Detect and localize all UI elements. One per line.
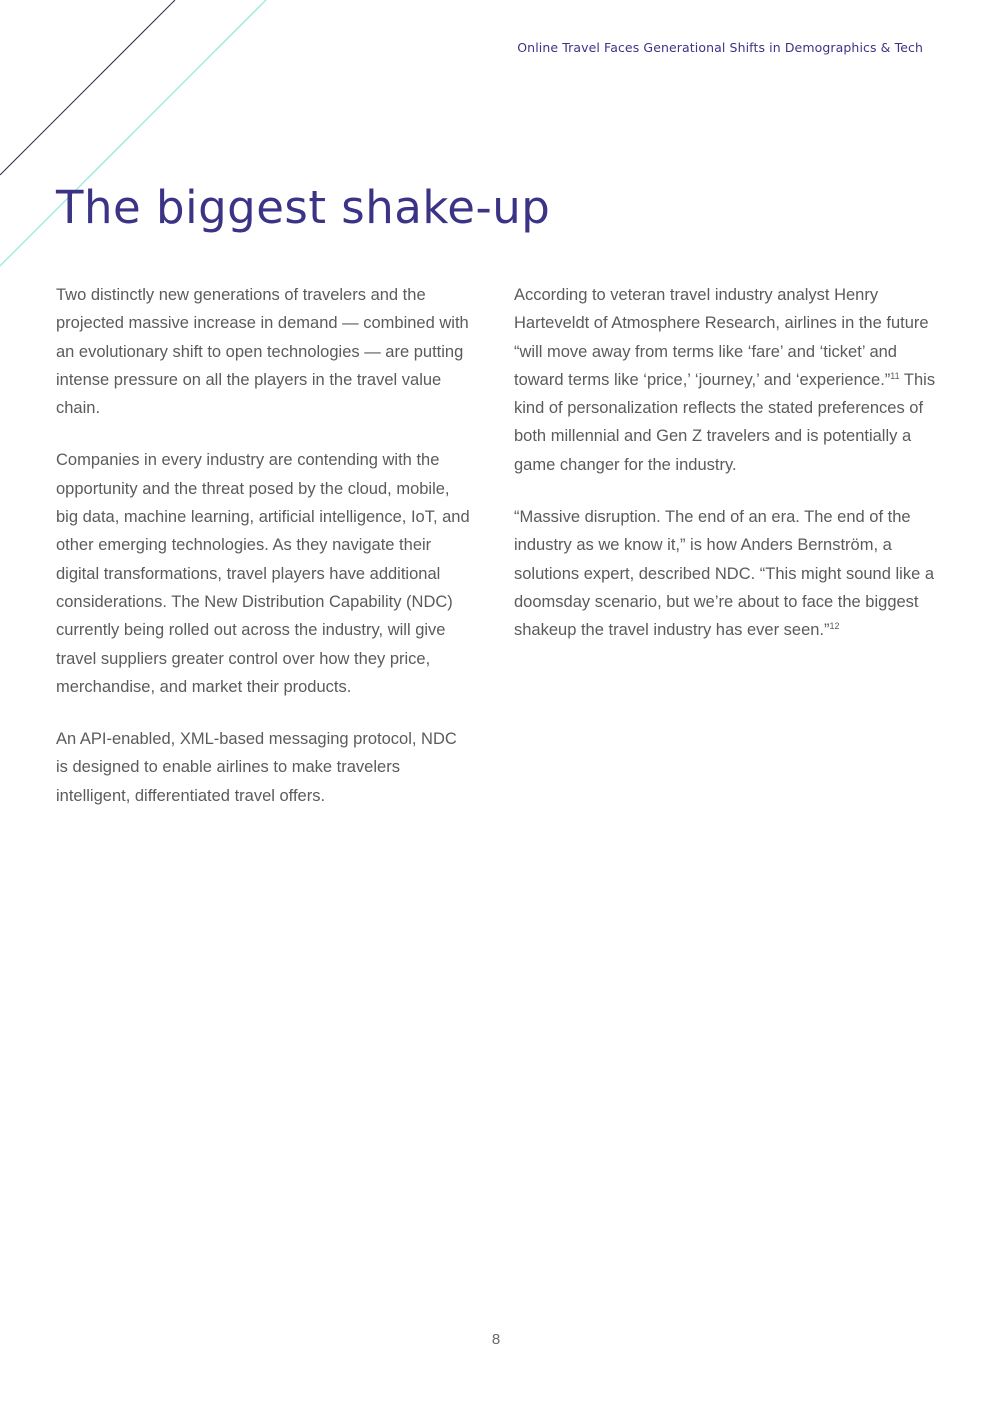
paragraph-text: This kind of personalization reflects the stated preferences of both millennial and Gen Z travelers and is potentially a game changer for the industry. [514, 370, 936, 474]
dark-diagonal-line [0, 0, 175, 175]
footnote-marker: 12 [829, 621, 840, 632]
running-header: Online Travel Faces Generational Shifts in Demographics & Tech [517, 40, 923, 55]
page-title: The biggest shake-up [56, 181, 551, 234]
decorative-diagonal-lines [0, 0, 300, 300]
paragraph: Two distinctly new generations of travelers and the projected massive increase in demand — combined with an evolutionary shift to open technologies — are putting intense pressure on all the players in the travel value chain. [56, 286, 469, 418]
right-column [514, 281, 942, 669]
paragraph [514, 503, 942, 644]
page-number: 8 [491, 1331, 501, 1348]
paragraph-text: “Massive disruption. The end of an era. The end of the industry as we know it,” is how Anders Bernström, a solutions expert, described NDC. “This might sound like a doomsday scenario, but we’re about to face the biggest shakeup the travel industry has ever seen.” [514, 508, 935, 640]
left-column [56, 281, 471, 834]
paragraph [514, 281, 942, 479]
paragraph-text: According to veteran travel industry analyst Henry Harteveldt of Atmosphere Research, airlines in the future “will move away from terms like ‘fare’ and ‘ticket’ and toward terms like ‘price,’ ‘journey,’ and ‘experience.” [514, 286, 929, 389]
paragraph: An API-enabled, XML-based messaging protocol, NDC is designed to enable airlines to make travelers intelligent, differentiated travel offers. [56, 730, 457, 805]
paragraph: Companies in every industry are contending with the opportunity and the threat posed by the cloud, mobile, big data, machine learning, artificial intelligence, IoT, and other emerging technologies. As they navigate their digital transformations, travel players have additional considerations. The New Distribution Capability (NDC) currently being rolled out across the industry, will give travel suppliers greater control over how they price, merchandise, and market their products. [56, 451, 470, 696]
footnote-marker: 11 [890, 370, 900, 381]
